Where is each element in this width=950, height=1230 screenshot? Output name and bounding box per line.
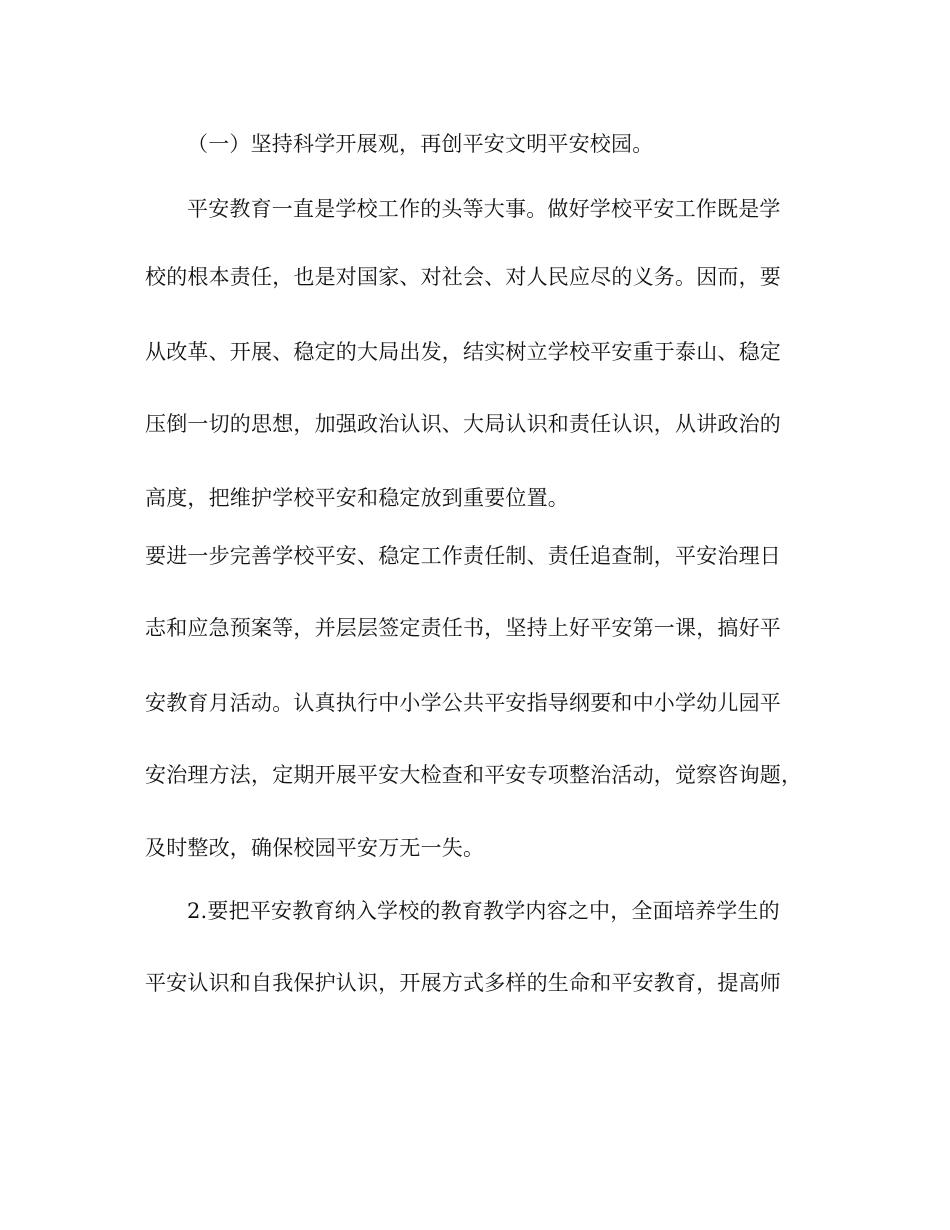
paragraph-line: 2.要把平安教育纳入学校的教育教学内容之中，全面培养学生的 [187,899,780,923]
paragraph-line: 志和应急预案等，并层层签定责任书，坚持上好平安第一课，搞好平 [145,616,781,640]
paragraph-line: 压倒一切的思想，加强政治认识、大局认识和责任认识，从讲政治的 [145,412,781,436]
paragraph-line: 安教育月活动。认真执行中小学公共平安指导纲要和中小学幼儿园平 [145,691,781,715]
paragraph-line: 平安教育一直是学校工作的头等大事。做好学校平安工作既是学 [187,197,781,221]
paragraph-line: 及时整改，确保校园平安万无一失。 [145,836,485,860]
paragraph-line: 要进一步完善学校平安、稳定工作责任制、责任追查制，平安治理日 [145,544,781,568]
paragraph-line: 从改革、开展、稳定的大局出发，结实树立学校平安重于泰山、稳定 [145,340,781,364]
paragraph-line: 高度，把维护学校平安和稳定放到重要位置。 [145,486,569,510]
paragraph-line: 安治理方法，定期开展平安大检查和平安专项整治活动，觉察咨询题， [145,763,803,787]
paragraph-line: 校的根本责任，也是对国家、对社会、对人民应尽的义务。因而，要 [145,265,781,289]
paragraph-line: 平安认识和自我保护认识，开展方式多样的生命和平安教育，提高师 [145,971,781,995]
section-heading: （一）坚持科学开展观，再创平安文明平安校园。 [187,132,654,156]
